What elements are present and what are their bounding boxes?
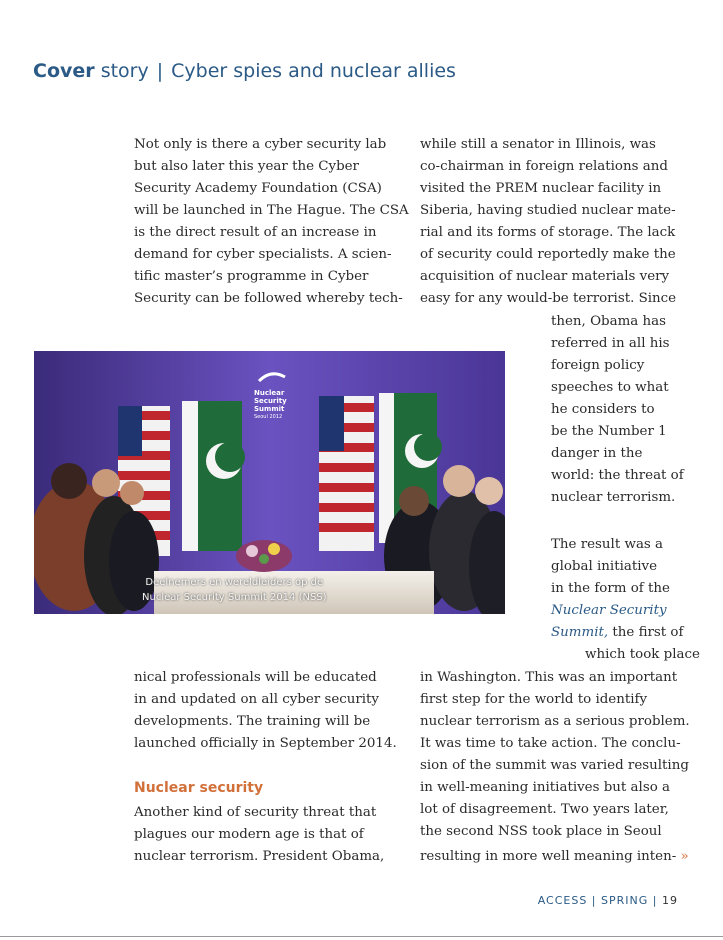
section-label-rest: story — [100, 60, 149, 82]
col1-line: will be launched in The Hague. The CSA — [134, 203, 409, 218]
nss-after: the first of — [612, 625, 684, 640]
col2-line: It was time to take action. The conclu- — [420, 736, 681, 751]
col2-line: co-chairman in foreign relations and — [420, 159, 668, 174]
page-footer — [538, 894, 678, 907]
nss-link-line-2 — [551, 622, 683, 644]
nss-link-2[interactable]: Summit, — [551, 625, 609, 640]
col1-line: demand for cyber specialists. A scien- — [134, 247, 392, 262]
col2-narrow-line: speeches to what — [551, 380, 669, 395]
banner-line: Seoul 2012 — [254, 414, 283, 420]
footer-separator: | — [652, 894, 658, 907]
col2-narrow-line: nuclear terrorism. — [551, 490, 676, 505]
col2-line: sion of the summit was varied resulting — [420, 758, 689, 773]
col2-narrow-line: global initiative — [551, 559, 658, 574]
banner-line: Nuclear — [254, 389, 285, 397]
col1-line: nuclear terrorism. President Obama, — [134, 849, 385, 864]
col2-last-text: resulting in more well meaning inten- — [420, 849, 677, 864]
col1-line: nical professionals will be educated — [134, 670, 377, 685]
col2-line: first step for the world to identify — [420, 692, 648, 707]
col1-line: tific master’s programme in Cyber — [134, 269, 369, 284]
col2-narrow-line: referred in all his — [551, 336, 670, 351]
col2-line: in Washington. This was an important — [420, 670, 678, 685]
col2-narrow-line: The result was a — [551, 537, 664, 552]
col2-line: rial and its forms of storage. The lack — [420, 225, 676, 240]
col1-line: Another kind of security threat that — [134, 805, 377, 820]
col2-line: in well-meaning initiatives but also a — [420, 780, 670, 795]
col1-line: Security can be followed whereby tech- — [134, 291, 403, 306]
col2-narrow-line: he considers to — [551, 402, 655, 417]
caption-line: Nuclear Security Summit 2014 (NSS) — [142, 592, 327, 603]
col1-line: Not only is there a cyber security lab — [134, 137, 387, 152]
col2-line: easy for any would-be terrorist. Since — [420, 291, 677, 306]
col1-line: plagues our modern age is that of — [134, 827, 364, 842]
col2-narrow-line: then, Obama has — [551, 314, 667, 329]
col2-narrow-line: foreign policy — [551, 358, 645, 373]
col2-line: nuclear terrorism as a serious problem. — [420, 714, 690, 729]
col2-narrow-line: in the form of the — [551, 581, 670, 596]
col2-line: visited the PREM nuclear facility in — [420, 181, 662, 196]
col2-line: lot of disagreement. Two years later, — [420, 802, 669, 817]
magazine-name: ACCESS — [537, 894, 588, 907]
nss-link[interactable]: Nuclear Security — [551, 603, 667, 618]
caption-line: Deelnemers en wereldleiders op de — [145, 577, 324, 588]
section-header — [33, 60, 456, 82]
col1-line: Security Academy Foundation (CSA) — [134, 181, 382, 196]
footer-separator: | — [591, 894, 597, 907]
col2-narrow-line: world: the threat of — [551, 468, 684, 483]
banner-line: Summit — [254, 405, 285, 413]
col1-line: is the direct result of an increase in — [134, 225, 377, 240]
banner-line: Security — [254, 397, 287, 405]
nss-link-line — [551, 600, 667, 622]
continue-arrow-icon[interactable]: » — [680, 849, 689, 864]
col1-line: but also later this year the Cyber — [134, 159, 359, 174]
col2-narrow-line: be the Number 1 — [551, 424, 667, 439]
col1-line: launched officially in September 2014. — [134, 736, 397, 751]
section-label: Cover — [33, 60, 95, 82]
photo-caption — [142, 575, 327, 605]
season: SPRING — [601, 894, 649, 907]
col2-line: of security could reportedly make the — [420, 247, 676, 262]
col2-narrow-line: danger in the — [551, 446, 643, 461]
col1-line: in and updated on all cyber security — [134, 692, 380, 707]
header-separator: | — [156, 60, 164, 82]
page-number: 19 — [662, 894, 678, 907]
col2-line: Siberia, having studied nuclear mate- — [420, 203, 676, 218]
summit-banner — [254, 389, 287, 421]
subheading: Nuclear security — [134, 780, 264, 796]
bottom-rule — [0, 936, 723, 937]
col1-line: developments. The training will be — [134, 714, 371, 729]
article-title: Cyber spies and nuclear allies — [171, 60, 456, 82]
col2-line: while still a senator in Illinois, was — [420, 137, 656, 152]
col2-narrow-line: which took place — [585, 647, 700, 662]
col2-last-line — [420, 846, 689, 868]
col2-line: the second NSS took place in Seoul — [420, 824, 662, 839]
col2-line: acquisition of nuclear materials very — [420, 269, 670, 284]
